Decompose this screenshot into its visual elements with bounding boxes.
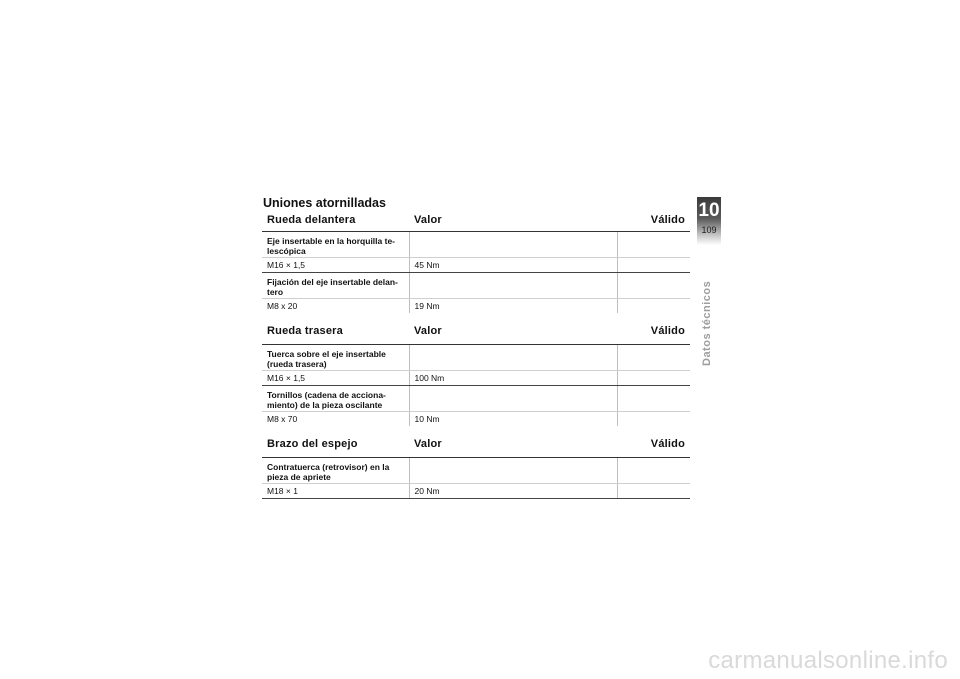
part-name: Tornillos (cadena de acciona-miento) de la pieza oscilante <box>262 386 409 412</box>
table-row <box>262 484 690 499</box>
header-value: Valor <box>409 313 617 345</box>
table-header-row <box>262 313 690 345</box>
header-valid: Válido <box>617 209 690 232</box>
table-row <box>262 345 690 371</box>
empty-cell <box>409 273 617 299</box>
valid-cell <box>617 299 690 314</box>
header-value: Valor <box>409 426 617 458</box>
valid-cell <box>617 386 690 412</box>
valid-cell <box>617 371 690 386</box>
header-valid: Válido <box>617 426 690 458</box>
table-row <box>262 371 690 386</box>
part-spec: M16 × 1,5 <box>262 371 409 386</box>
torque-value: 45 Nm <box>409 258 617 273</box>
section-title: Uniones atornilladas <box>263 196 386 210</box>
part-spec: M8 x 20 <box>262 299 409 314</box>
part-spec: M18 × 1 <box>262 484 409 499</box>
page-number: 109 <box>701 225 717 235</box>
chapter-number: 10 <box>698 200 720 221</box>
valid-cell <box>617 345 690 371</box>
empty-cell <box>409 345 617 371</box>
part-name: Fijación del eje insertable delan-tero <box>262 273 409 299</box>
part-name: Contratuerca (retrovisor) en la pieza de apriete <box>262 458 409 484</box>
header-component: Rueda trasera <box>262 313 409 345</box>
table-row <box>262 458 690 484</box>
table-row <box>262 299 690 314</box>
empty-cell <box>409 232 617 258</box>
part-spec: M16 × 1,5 <box>262 258 409 273</box>
header-value: Valor <box>409 209 617 232</box>
table-row <box>262 386 690 412</box>
torque-value: 19 Nm <box>409 299 617 314</box>
torque-table <box>262 209 690 499</box>
table-header-row <box>262 426 690 458</box>
part-name: Tuerca sobre el eje insertable (rueda trasera) <box>262 345 409 371</box>
torque-value: 10 Nm <box>409 412 617 427</box>
valid-cell <box>617 484 690 499</box>
chapter-tab <box>697 197 721 245</box>
header-component: Rueda delantera <box>262 209 409 232</box>
torque-value: 100 Nm <box>409 371 617 386</box>
valid-cell <box>617 258 690 273</box>
watermark: carmanualsonline.info <box>708 647 948 674</box>
table-header-row <box>262 209 690 232</box>
empty-cell <box>409 386 617 412</box>
part-spec: M8 x 70 <box>262 412 409 427</box>
torque-value: 20 Nm <box>409 484 617 499</box>
table-row <box>262 412 690 427</box>
table-row <box>262 273 690 299</box>
chapter-label: Datos técnicos <box>701 280 713 366</box>
empty-cell <box>409 458 617 484</box>
valid-cell <box>617 273 690 299</box>
table-row <box>262 232 690 258</box>
valid-cell <box>617 232 690 258</box>
header-component: Brazo del espejo <box>262 426 409 458</box>
part-name: Eje insertable en la horquilla te-lescópica <box>262 232 409 258</box>
valid-cell <box>617 458 690 484</box>
valid-cell <box>617 412 690 427</box>
table-row <box>262 258 690 273</box>
header-valid: Válido <box>617 313 690 345</box>
